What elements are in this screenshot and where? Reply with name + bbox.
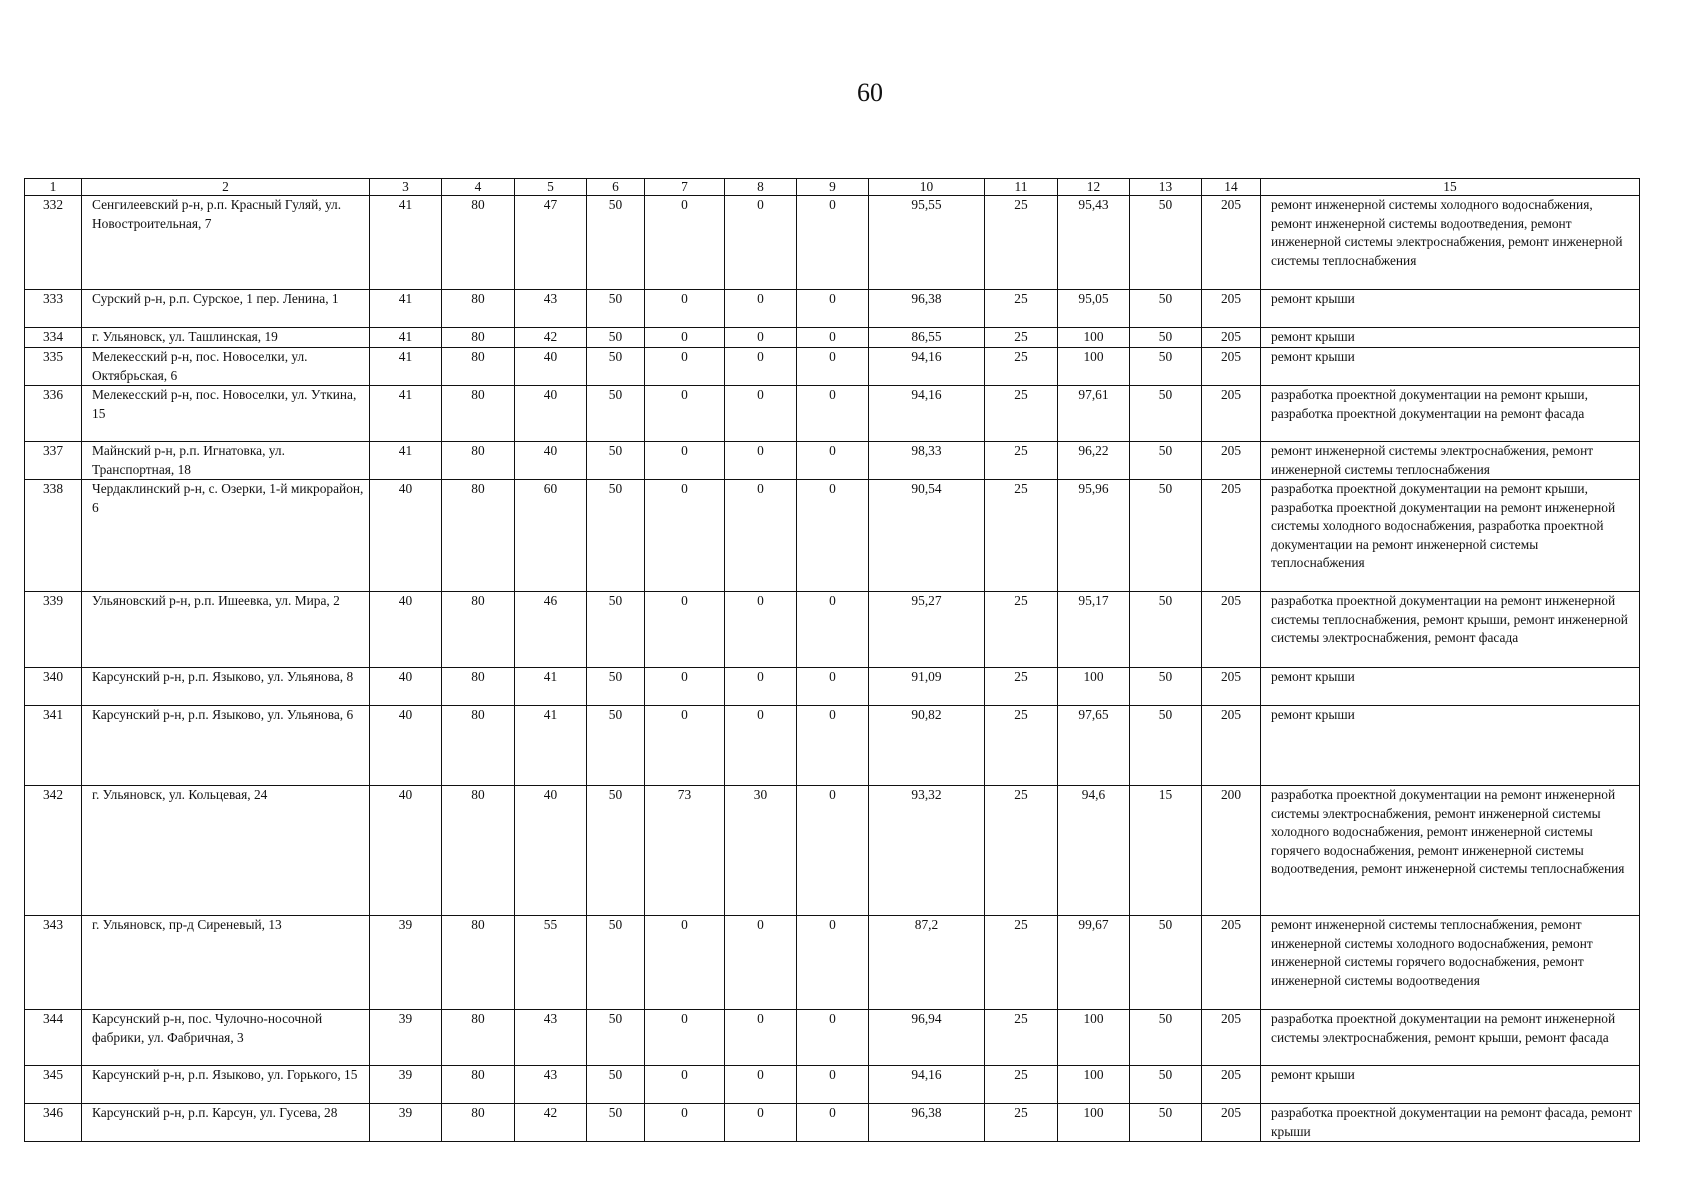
- table-row: [25, 1066, 1640, 1104]
- col8-cell: 0: [725, 668, 797, 706]
- row-number: 345: [25, 1066, 82, 1104]
- column-header: 14: [1202, 179, 1261, 196]
- col9-cell: 0: [797, 1104, 869, 1142]
- col8-cell: 0: [725, 1104, 797, 1142]
- address-cell: Сурский р-н, р.п. Сурское, 1 пер. Ленина, 1: [82, 290, 370, 328]
- col9-cell: 0: [797, 386, 869, 442]
- row-number: 337: [25, 442, 82, 480]
- col7-cell: 0: [645, 480, 725, 592]
- row-number: 341: [25, 706, 82, 786]
- col14-cell: 200: [1202, 786, 1261, 916]
- col12-cell: 96,22: [1058, 442, 1130, 480]
- col6-cell: 50: [587, 348, 645, 386]
- table-row: [25, 1104, 1640, 1142]
- col5-cell: 43: [515, 290, 587, 328]
- col12-cell: 100: [1058, 348, 1130, 386]
- col7-cell: 0: [645, 196, 725, 290]
- col13-cell: 50: [1130, 916, 1202, 1010]
- col9-cell: 0: [797, 196, 869, 290]
- works-cell: ремонт инженерной системы электроснабжения, ремонт инженерной системы теплоснабжения: [1261, 442, 1640, 480]
- col8-cell: 0: [725, 1010, 797, 1066]
- col9-cell: 0: [797, 592, 869, 668]
- col3-cell: 41: [370, 348, 442, 386]
- col13-cell: 50: [1130, 1010, 1202, 1066]
- col7-cell: 0: [645, 592, 725, 668]
- table-row: [25, 348, 1640, 386]
- column-header: 5: [515, 179, 587, 196]
- works-cell: ремонт крыши: [1261, 668, 1640, 706]
- col7-cell: 0: [645, 916, 725, 1010]
- table-body: [25, 196, 1640, 1142]
- works-cell: ремонт крыши: [1261, 348, 1640, 386]
- col9-cell: 0: [797, 480, 869, 592]
- column-header: 2: [82, 179, 370, 196]
- col3-cell: 40: [370, 668, 442, 706]
- col11-cell: 25: [985, 328, 1058, 348]
- works-cell: ремонт крыши: [1261, 1066, 1640, 1104]
- col14-cell: 205: [1202, 196, 1261, 290]
- col7-cell: 0: [645, 1010, 725, 1066]
- col8-cell: 0: [725, 480, 797, 592]
- col4-cell: 80: [442, 442, 515, 480]
- address-cell: Ульяновский р-н, р.п. Ишеевка, ул. Мира, 2: [82, 592, 370, 668]
- table-row: [25, 328, 1640, 348]
- column-header: 4: [442, 179, 515, 196]
- col6-cell: 50: [587, 706, 645, 786]
- row-number: 339: [25, 592, 82, 668]
- col4-cell: 80: [442, 706, 515, 786]
- col14-cell: 205: [1202, 592, 1261, 668]
- col4-cell: 80: [442, 386, 515, 442]
- col5-cell: 55: [515, 916, 587, 1010]
- col11-cell: 25: [985, 386, 1058, 442]
- col7-cell: 0: [645, 706, 725, 786]
- col14-cell: 205: [1202, 386, 1261, 442]
- col4-cell: 80: [442, 348, 515, 386]
- row-number: 343: [25, 916, 82, 1010]
- works-cell: ремонт крыши: [1261, 706, 1640, 786]
- col11-cell: 25: [985, 706, 1058, 786]
- works-cell: разработка проектной документации на ремонт крыши, разработка проектной документации на ремонт инженерной системы холодного водоснабжения, разработка проектной документации на ремонт инженерной системы теплоснабжения: [1261, 480, 1640, 592]
- col10-cell: 94,16: [869, 386, 985, 442]
- col6-cell: 50: [587, 1066, 645, 1104]
- row-number: 334: [25, 328, 82, 348]
- col3-cell: 41: [370, 290, 442, 328]
- col8-cell: 0: [725, 386, 797, 442]
- col7-cell: 0: [645, 442, 725, 480]
- address-cell: г. Ульяновск, ул. Кольцевая, 24: [82, 786, 370, 916]
- column-header: 3: [370, 179, 442, 196]
- col13-cell: 50: [1130, 328, 1202, 348]
- column-header: 1: [25, 179, 82, 196]
- col13-cell: 15: [1130, 786, 1202, 916]
- col6-cell: 50: [587, 786, 645, 916]
- col6-cell: 50: [587, 328, 645, 348]
- address-cell: г. Ульяновск, ул. Ташлинская, 19: [82, 328, 370, 348]
- col3-cell: 41: [370, 386, 442, 442]
- col10-cell: 91,09: [869, 668, 985, 706]
- col11-cell: 25: [985, 786, 1058, 916]
- col14-cell: 205: [1202, 1104, 1261, 1142]
- col10-cell: 96,38: [869, 1104, 985, 1142]
- col5-cell: 60: [515, 480, 587, 592]
- col3-cell: 41: [370, 442, 442, 480]
- col7-cell: 0: [645, 386, 725, 442]
- col6-cell: 50: [587, 290, 645, 328]
- table-row: [25, 786, 1640, 916]
- col14-cell: 205: [1202, 668, 1261, 706]
- column-header: 7: [645, 179, 725, 196]
- col6-cell: 50: [587, 1010, 645, 1066]
- col7-cell: 0: [645, 328, 725, 348]
- col4-cell: 80: [442, 1066, 515, 1104]
- col5-cell: 40: [515, 786, 587, 916]
- col10-cell: 93,32: [869, 786, 985, 916]
- column-header: 11: [985, 179, 1058, 196]
- col3-cell: 40: [370, 480, 442, 592]
- col13-cell: 50: [1130, 290, 1202, 328]
- col12-cell: 100: [1058, 668, 1130, 706]
- col13-cell: 50: [1130, 348, 1202, 386]
- col12-cell: 97,65: [1058, 706, 1130, 786]
- col8-cell: 30: [725, 786, 797, 916]
- col9-cell: 0: [797, 668, 869, 706]
- col12-cell: 95,96: [1058, 480, 1130, 592]
- col14-cell: 205: [1202, 328, 1261, 348]
- col12-cell: 95,05: [1058, 290, 1130, 328]
- col11-cell: 25: [985, 196, 1058, 290]
- col13-cell: 50: [1130, 1104, 1202, 1142]
- col5-cell: 42: [515, 328, 587, 348]
- col5-cell: 40: [515, 386, 587, 442]
- col10-cell: 94,16: [869, 1066, 985, 1104]
- col14-cell: 205: [1202, 290, 1261, 328]
- row-number: 346: [25, 1104, 82, 1142]
- col9-cell: 0: [797, 290, 869, 328]
- col10-cell: 96,38: [869, 290, 985, 328]
- address-cell: Карсунский р-н, пос. Чулочно-носочной фабрики, ул. Фабричная, 3: [82, 1010, 370, 1066]
- col12-cell: 100: [1058, 1010, 1130, 1066]
- col8-cell: 0: [725, 290, 797, 328]
- col6-cell: 50: [587, 592, 645, 668]
- column-header: 10: [869, 179, 985, 196]
- col11-cell: 25: [985, 290, 1058, 328]
- col9-cell: 0: [797, 1010, 869, 1066]
- col3-cell: 39: [370, 1010, 442, 1066]
- column-header: 12: [1058, 179, 1130, 196]
- address-cell: Карсунский р-н, р.п. Языково, ул. Ульянова, 8: [82, 668, 370, 706]
- col12-cell: 95,17: [1058, 592, 1130, 668]
- col9-cell: 0: [797, 916, 869, 1010]
- table-row: [25, 706, 1640, 786]
- works-cell: разработка проектной документации на ремонт крыши, разработка проектной документации на ремонт фасада: [1261, 386, 1640, 442]
- col13-cell: 50: [1130, 196, 1202, 290]
- table-row: [25, 386, 1640, 442]
- col4-cell: 80: [442, 328, 515, 348]
- col3-cell: 39: [370, 1066, 442, 1104]
- col6-cell: 50: [587, 480, 645, 592]
- column-header: 6: [587, 179, 645, 196]
- col3-cell: 40: [370, 592, 442, 668]
- row-number: 332: [25, 196, 82, 290]
- col5-cell: 40: [515, 348, 587, 386]
- col10-cell: 87,2: [869, 916, 985, 1010]
- col10-cell: 95,27: [869, 592, 985, 668]
- table-row: [25, 592, 1640, 668]
- table-row: [25, 1010, 1640, 1066]
- col5-cell: 42: [515, 1104, 587, 1142]
- column-header: 13: [1130, 179, 1202, 196]
- col14-cell: 205: [1202, 1010, 1261, 1066]
- col10-cell: 90,82: [869, 706, 985, 786]
- row-number: 344: [25, 1010, 82, 1066]
- col9-cell: 0: [797, 706, 869, 786]
- col4-cell: 80: [442, 1010, 515, 1066]
- col5-cell: 43: [515, 1010, 587, 1066]
- works-cell: разработка проектной документации на ремонт фасада, ремонт крыши: [1261, 1104, 1640, 1142]
- col4-cell: 80: [442, 1104, 515, 1142]
- row-number: 338: [25, 480, 82, 592]
- col14-cell: 205: [1202, 442, 1261, 480]
- col4-cell: 80: [442, 480, 515, 592]
- address-cell: Мелекесский р-н, пос. Новоселки, ул. Уткина, 15: [82, 386, 370, 442]
- col11-cell: 25: [985, 592, 1058, 668]
- col10-cell: 90,54: [869, 480, 985, 592]
- row-number: 335: [25, 348, 82, 386]
- col11-cell: 25: [985, 480, 1058, 592]
- col8-cell: 0: [725, 706, 797, 786]
- col3-cell: 39: [370, 916, 442, 1010]
- table-row: [25, 480, 1640, 592]
- col10-cell: 86,55: [869, 328, 985, 348]
- col14-cell: 205: [1202, 706, 1261, 786]
- table-row: [25, 668, 1640, 706]
- col7-cell: 0: [645, 290, 725, 328]
- col6-cell: 50: [587, 668, 645, 706]
- col4-cell: 80: [442, 786, 515, 916]
- column-header: 15: [1261, 179, 1640, 196]
- column-header: 9: [797, 179, 869, 196]
- col12-cell: 97,61: [1058, 386, 1130, 442]
- col13-cell: 50: [1130, 442, 1202, 480]
- col14-cell: 205: [1202, 348, 1261, 386]
- address-cell: Чердаклинский р-н, с. Озерки, 1-й микрорайон, 6: [82, 480, 370, 592]
- col11-cell: 25: [985, 1066, 1058, 1104]
- page-number: 60: [857, 78, 883, 107]
- col4-cell: 80: [442, 668, 515, 706]
- col7-cell: 0: [645, 348, 725, 386]
- col13-cell: 50: [1130, 386, 1202, 442]
- col5-cell: 47: [515, 196, 587, 290]
- col6-cell: 50: [587, 386, 645, 442]
- address-cell: Карсунский р-н, р.п. Языково, ул. Горького, 15: [82, 1066, 370, 1104]
- col8-cell: 0: [725, 1066, 797, 1104]
- col8-cell: 0: [725, 328, 797, 348]
- col6-cell: 50: [587, 916, 645, 1010]
- col7-cell: 0: [645, 668, 725, 706]
- address-cell: Карсунский р-н, р.п. Языково, ул. Ульянова, 6: [82, 706, 370, 786]
- col8-cell: 0: [725, 442, 797, 480]
- col7-cell: 73: [645, 786, 725, 916]
- col12-cell: 94,6: [1058, 786, 1130, 916]
- address-cell: Мелекесский р-н, пос. Новоселки, ул. Октябрьская, 6: [82, 348, 370, 386]
- address-cell: Карсунский р-н, р.п. Карсун, ул. Гусева, 28: [82, 1104, 370, 1142]
- col9-cell: 0: [797, 786, 869, 916]
- col8-cell: 0: [725, 592, 797, 668]
- col11-cell: 25: [985, 1010, 1058, 1066]
- col13-cell: 50: [1130, 592, 1202, 668]
- col7-cell: 0: [645, 1066, 725, 1104]
- works-cell: разработка проектной документации на ремонт инженерной системы электроснабжения, ремонт инженерной системы холодного водоснабжения, ремонт инженерной системы горячего водоснабжения, ремонт инженерной системы водоотведения, ремонт инженерной системы теплоснабжения: [1261, 786, 1640, 916]
- table-row: [25, 442, 1640, 480]
- col14-cell: 205: [1202, 1066, 1261, 1104]
- col14-cell: 205: [1202, 916, 1261, 1010]
- col5-cell: 40: [515, 442, 587, 480]
- col3-cell: 41: [370, 328, 442, 348]
- col4-cell: 80: [442, 592, 515, 668]
- col4-cell: 80: [442, 916, 515, 1010]
- col3-cell: 39: [370, 1104, 442, 1142]
- col12-cell: 99,67: [1058, 916, 1130, 1010]
- address-cell: Сенгилеевский р-н, р.п. Красный Гуляй, ул. Новостроительная, 7: [82, 196, 370, 290]
- table-row: [25, 196, 1640, 290]
- address-cell: Майнский р-н, р.п. Игнатовка, ул. Транспортная, 18: [82, 442, 370, 480]
- col3-cell: 41: [370, 196, 442, 290]
- col5-cell: 41: [515, 668, 587, 706]
- col4-cell: 80: [442, 290, 515, 328]
- col5-cell: 43: [515, 1066, 587, 1104]
- col9-cell: 0: [797, 348, 869, 386]
- works-cell: ремонт крыши: [1261, 290, 1640, 328]
- col10-cell: 96,94: [869, 1010, 985, 1066]
- col12-cell: 100: [1058, 1104, 1130, 1142]
- col6-cell: 50: [587, 196, 645, 290]
- row-number: 340: [25, 668, 82, 706]
- col12-cell: 100: [1058, 328, 1130, 348]
- col11-cell: 25: [985, 668, 1058, 706]
- col9-cell: 0: [797, 1066, 869, 1104]
- col13-cell: 50: [1130, 668, 1202, 706]
- works-cell: разработка проектной документации на ремонт инженерной системы теплоснабжения, ремонт крыши, ремонт инженерной системы электроснабжения, ремонт фасада: [1261, 592, 1640, 668]
- col8-cell: 0: [725, 916, 797, 1010]
- col5-cell: 41: [515, 706, 587, 786]
- row-number: 333: [25, 290, 82, 328]
- row-number: 336: [25, 386, 82, 442]
- col14-cell: 205: [1202, 480, 1261, 592]
- col11-cell: 25: [985, 442, 1058, 480]
- col13-cell: 50: [1130, 1066, 1202, 1104]
- works-cell: разработка проектной документации на ремонт инженерной системы электроснабжения, ремонт крыши, ремонт фасада: [1261, 1010, 1640, 1066]
- col11-cell: 25: [985, 916, 1058, 1010]
- col11-cell: 25: [985, 348, 1058, 386]
- col10-cell: 95,55: [869, 196, 985, 290]
- col9-cell: 0: [797, 328, 869, 348]
- data-table: [24, 178, 1640, 1142]
- col8-cell: 0: [725, 348, 797, 386]
- col7-cell: 0: [645, 1104, 725, 1142]
- col13-cell: 50: [1130, 480, 1202, 592]
- col12-cell: 100: [1058, 1066, 1130, 1104]
- table-row: [25, 290, 1640, 328]
- col3-cell: 40: [370, 786, 442, 916]
- col13-cell: 50: [1130, 706, 1202, 786]
- works-cell: ремонт крыши: [1261, 328, 1640, 348]
- col10-cell: 94,16: [869, 348, 985, 386]
- col4-cell: 80: [442, 196, 515, 290]
- row-number: 342: [25, 786, 82, 916]
- address-cell: г. Ульяновск, пр-д Сиреневый, 13: [82, 916, 370, 1010]
- col3-cell: 40: [370, 706, 442, 786]
- works-cell: ремонт инженерной системы холодного водоснабжения, ремонт инженерной системы водоотведения, ремонт инженерной системы электроснабжения, ремонт инженерной системы теплоснабжения: [1261, 196, 1640, 290]
- col10-cell: 98,33: [869, 442, 985, 480]
- col12-cell: 95,43: [1058, 196, 1130, 290]
- col9-cell: 0: [797, 442, 869, 480]
- header-row: [25, 179, 1640, 196]
- col5-cell: 46: [515, 592, 587, 668]
- col6-cell: 50: [587, 1104, 645, 1142]
- column-header: 8: [725, 179, 797, 196]
- col11-cell: 25: [985, 1104, 1058, 1142]
- col8-cell: 0: [725, 196, 797, 290]
- table-row: [25, 916, 1640, 1010]
- works-cell: ремонт инженерной системы теплоснабжения, ремонт инженерной системы холодного водоснабжения, ремонт инженерной системы горячего водоснабжения, ремонт инженерной системы водоотведения: [1261, 916, 1640, 1010]
- col6-cell: 50: [587, 442, 645, 480]
